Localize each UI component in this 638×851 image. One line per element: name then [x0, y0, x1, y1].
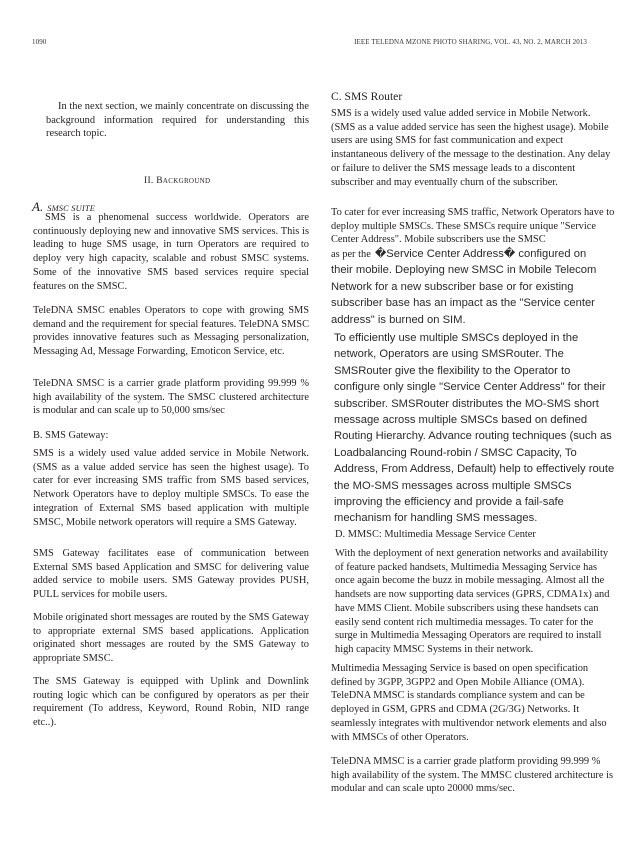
router-paragraph-1: SMS is a widely used value added service in Mobile Network. (SMS as a value added service has seen the highest usage). Mobile users are using SMS for fast communication and expect instantaneous delivery of the message to the destination. Any delay or failure to deliver the SMS message leads to a discontent subscriber and may eventually churn of the subscriber.	[331, 108, 611, 188]
router-paragraph-2: To cater for ever increasing SMS traffic, Network Operators have to deploy multiple SMSCs. These SMSCs require unique "Service Center Address". Mobile subscribers use the SMSC	[331, 207, 615, 246]
router-paragraph-2-continued	[331, 244, 615, 328]
section-number: II.	[144, 176, 154, 186]
router-paragraph-2-sans-lead: �Service Center Address� configured on	[374, 248, 587, 260]
mmsc-paragraph-2: Multimedia Messaging Service is based on open specification defined by 3GPP, 3GPP2 and Open Mobile Alliance (OMA). TeleDNA MMSC is standards compliance system and can be deployed in GSM, GPRS and CDMA (2G/3G) Networks. It seamlessly integrates with multivendor network elements and also with MMSCs of other Operators.	[331, 663, 607, 743]
smsc-paragraph-2: TeleDNA SMSC enables Operators to cope with growing SMS demand and the requirement for special features. TeleDNA SMSC provides innovative features such as Messaging personalization, Messaging Ad, Message Forwarding, Emoticon Service, etc.	[33, 305, 309, 358]
intro-paragraph: In the next section, we mainly concentrate on discussing the background information required for understanding this research topic.	[46, 101, 309, 140]
subsection-d-heading: D. MMSC: Multimedia Message Service Center	[335, 529, 536, 540]
mmsc-paragraph-1: With the deployment of next generation networks and availability of feature packed handsets, Multimedia Messaging Service has once again become the buzz in mobile messaging. Almost all the handsets are now supporting data services (GPRS, CDMA1x) and have MMS Client. Mobile subscribers using these handsets can easily send content rich multimedia messages. To cater for the surge in Multimedia Messaging Operators are required to install high capacity MMSC Systems in their network.	[335, 548, 610, 655]
subsection-a-letter: A.	[32, 199, 44, 214]
subsection-c-heading: C. SMS Router	[331, 90, 403, 103]
smsc-paragraph-1: SMS is a phenomenal success worldwide. Operators are continuously deploying new and innovative SMS services. This is leading to huge SMS usage, in turn Operators are required to deploy very high capacity, scalable and robust SMSC systems. Some of the innovative SMS based services require special features on the SMSC.	[33, 212, 309, 292]
gateway-paragraph-1: SMS is a widely used value added service in Mobile Network. (SMS as a value added service has seen the highest usage). To cater for ever increasing SMS traffic from SMS based services, Network Operators have to deploy multiple SMSCs. To ease the integration of External SMS based application with multiple SMSC, Mobile network operators will require a SMS Gateway.	[33, 448, 309, 528]
section-heading	[144, 176, 210, 186]
gateway-paragraph-4: The SMS Gateway is equipped with Uplink and Downlink routing logic which can be configured by operators as per their requirement (To address, Keyword, Round Robin, NID range etc..).	[33, 676, 309, 729]
router-paragraph-2-sans-rest: their mobile. Deploying new SMSC in Mobile Telecom Network for a new subscriber base or for existing subscriber base has an impact as the "Service center address" is burned on SIM.	[331, 264, 597, 326]
running-header: IEEE TELEDNA MZONE PHOTO SHARING, VOL. 43, NO. 2, MARCH 2013	[354, 38, 587, 46]
section-title: Background	[156, 176, 211, 186]
page-number: 1090	[32, 38, 47, 46]
gateway-paragraph-2: SMS Gateway facilitates ease of communication between External SMS based Application and SMSC for delivering value added service to mobile users. SMS Gateway provides PUSH, PULL services for mobile users.	[33, 548, 309, 601]
router-paragraph-2-serif-lead: as per the	[331, 249, 371, 260]
subsection-a-title: SMSC SUITE	[47, 204, 96, 213]
mmsc-paragraph-3: TeleDNA MMSC is a carrier grade platform providing 99.999 % high availability of the system. The MMSC clustered architecture is modular and can scale upto 20000 mms/sec.	[331, 756, 614, 795]
router-paragraph-3: To efficiently use multiple SMSCs deployed in the network, Operators are using SMSRouter. The SMSRouter give the flexibility to the Operator to configure only single "Service Center Address" for their subscriber. SMSRouter distributes the MO-SMS short message across multiple SMSCs based on defined Routing Hierarchy. Advance routing techniques (such as Loadbalancing Round-robin / SMSC Capacity, To Address, From Address, Default) help to effectively route the MO-SMS messages across multiple SMSCs improving the efficiency and provide a fail-safe mechanism for handling SMS messages.	[334, 332, 615, 525]
subsection-b-heading: B. SMS Gateway:	[33, 430, 109, 441]
smsc-paragraph-3: TeleDNA SMSC is a carrier grade platform providing 99.999 % high availability of the system. The SMSC clustered architecture is modular and can scale up to 50,000 sms/sec	[33, 378, 309, 417]
gateway-paragraph-3: Mobile originated short messages are routed by the SMS Gateway to appropriate external SMS based applications. Application originated short messages are routed by the SMS Gateway to appropriate SMSC.	[33, 612, 309, 665]
